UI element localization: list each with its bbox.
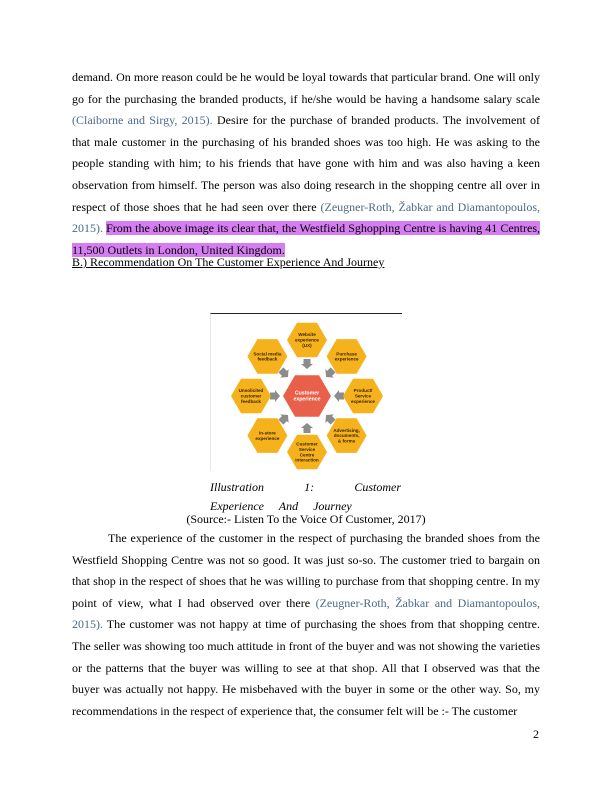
citation: (Claiborne and Sirgy, 2015). bbox=[72, 113, 213, 128]
diagram-svg bbox=[211, 314, 402, 471]
customer-experience-diagram bbox=[210, 313, 402, 471]
highlighted-text: From the above image its clear that, the Westfield Sghopping Centre is having 41 Centres, 11,500 Outlets in London, United Kingdom. bbox=[72, 221, 540, 257]
paragraph-text: The experience of the customer in the respect of purchasing the branded shoes from the Westfield Shopping Centre was not so good. It was just so-so. The customer tried to bargain on that shop in the respect of shoes that he was willing to purchase from that shopping centre. In my point of view, what I had observed over there bbox=[72, 531, 540, 610]
flow-arrow bbox=[270, 390, 280, 402]
flow-arrow bbox=[334, 390, 344, 402]
paragraph-text: Desire for the purchase of branded products. The involvement of that male customer in the purchasing of his branded shoes was too high. He was asking to the people standing with him; to his friends that have gone with him and was also having a keen observation from himself. The person was also doing research in the shopping centre all over in respect of those shoes that he had seen over there bbox=[72, 113, 540, 214]
experience-node-label: In-store experience bbox=[255, 430, 280, 441]
figure-caption: Illustration 1: Customer Experience And Journey bbox=[210, 480, 401, 513]
section-heading: B.) Recommendation On The Customer Experience And Journey bbox=[72, 255, 385, 269]
paragraph-text: The customer was not happy at time of purchasing the shoes from that shopping centre. The seller was showing too much attitude in front of the buyer and was not showing the varieties or the patterns that the buyer was willing to see at that shop. All that I observed was that the buyer was actually not happy. He misbehaved with the buyer in some or the other way. So, my recommendations in the respect of experience that, the consumer felt will be :- The customer bbox=[72, 617, 540, 718]
experience-node-label: Unsolicited customer feedback bbox=[238, 388, 264, 404]
page-number: 2 bbox=[533, 727, 539, 741]
experience-node-label: Customer Service Centre interaction bbox=[295, 441, 319, 463]
body-paragraph-2 bbox=[72, 528, 540, 722]
experience-node-label: Product/ Service experience bbox=[350, 388, 376, 404]
body-paragraph-1 bbox=[72, 67, 540, 261]
paragraph-text: demand. On more reason could be he would be loyal towards that particular brand. One will only go for the purchasing the branded products, if he/she would be having a handsome salary scale bbox=[72, 70, 540, 106]
figure-source: (Source:- Listen To the Voice Of Customer, 2017) bbox=[186, 512, 426, 526]
citation: (Zeugner-Roth, Žabkar and Diamantopoulos, 2015). bbox=[72, 199, 540, 236]
citation: (Zeugner-Roth, Žabkar and Diamantopoulos, 2015). bbox=[72, 595, 540, 632]
flow-arrow bbox=[301, 423, 313, 433]
experience-node-label: Purchase experience bbox=[334, 351, 359, 362]
experience-node-label: Advertising, documents, & forms bbox=[333, 427, 360, 444]
flow-arrow bbox=[301, 359, 313, 369]
experience-node-label: Website experience (UX) bbox=[294, 332, 320, 348]
center-label: Customer experience bbox=[293, 390, 321, 403]
experience-node-label: Social media feedback bbox=[253, 351, 282, 362]
